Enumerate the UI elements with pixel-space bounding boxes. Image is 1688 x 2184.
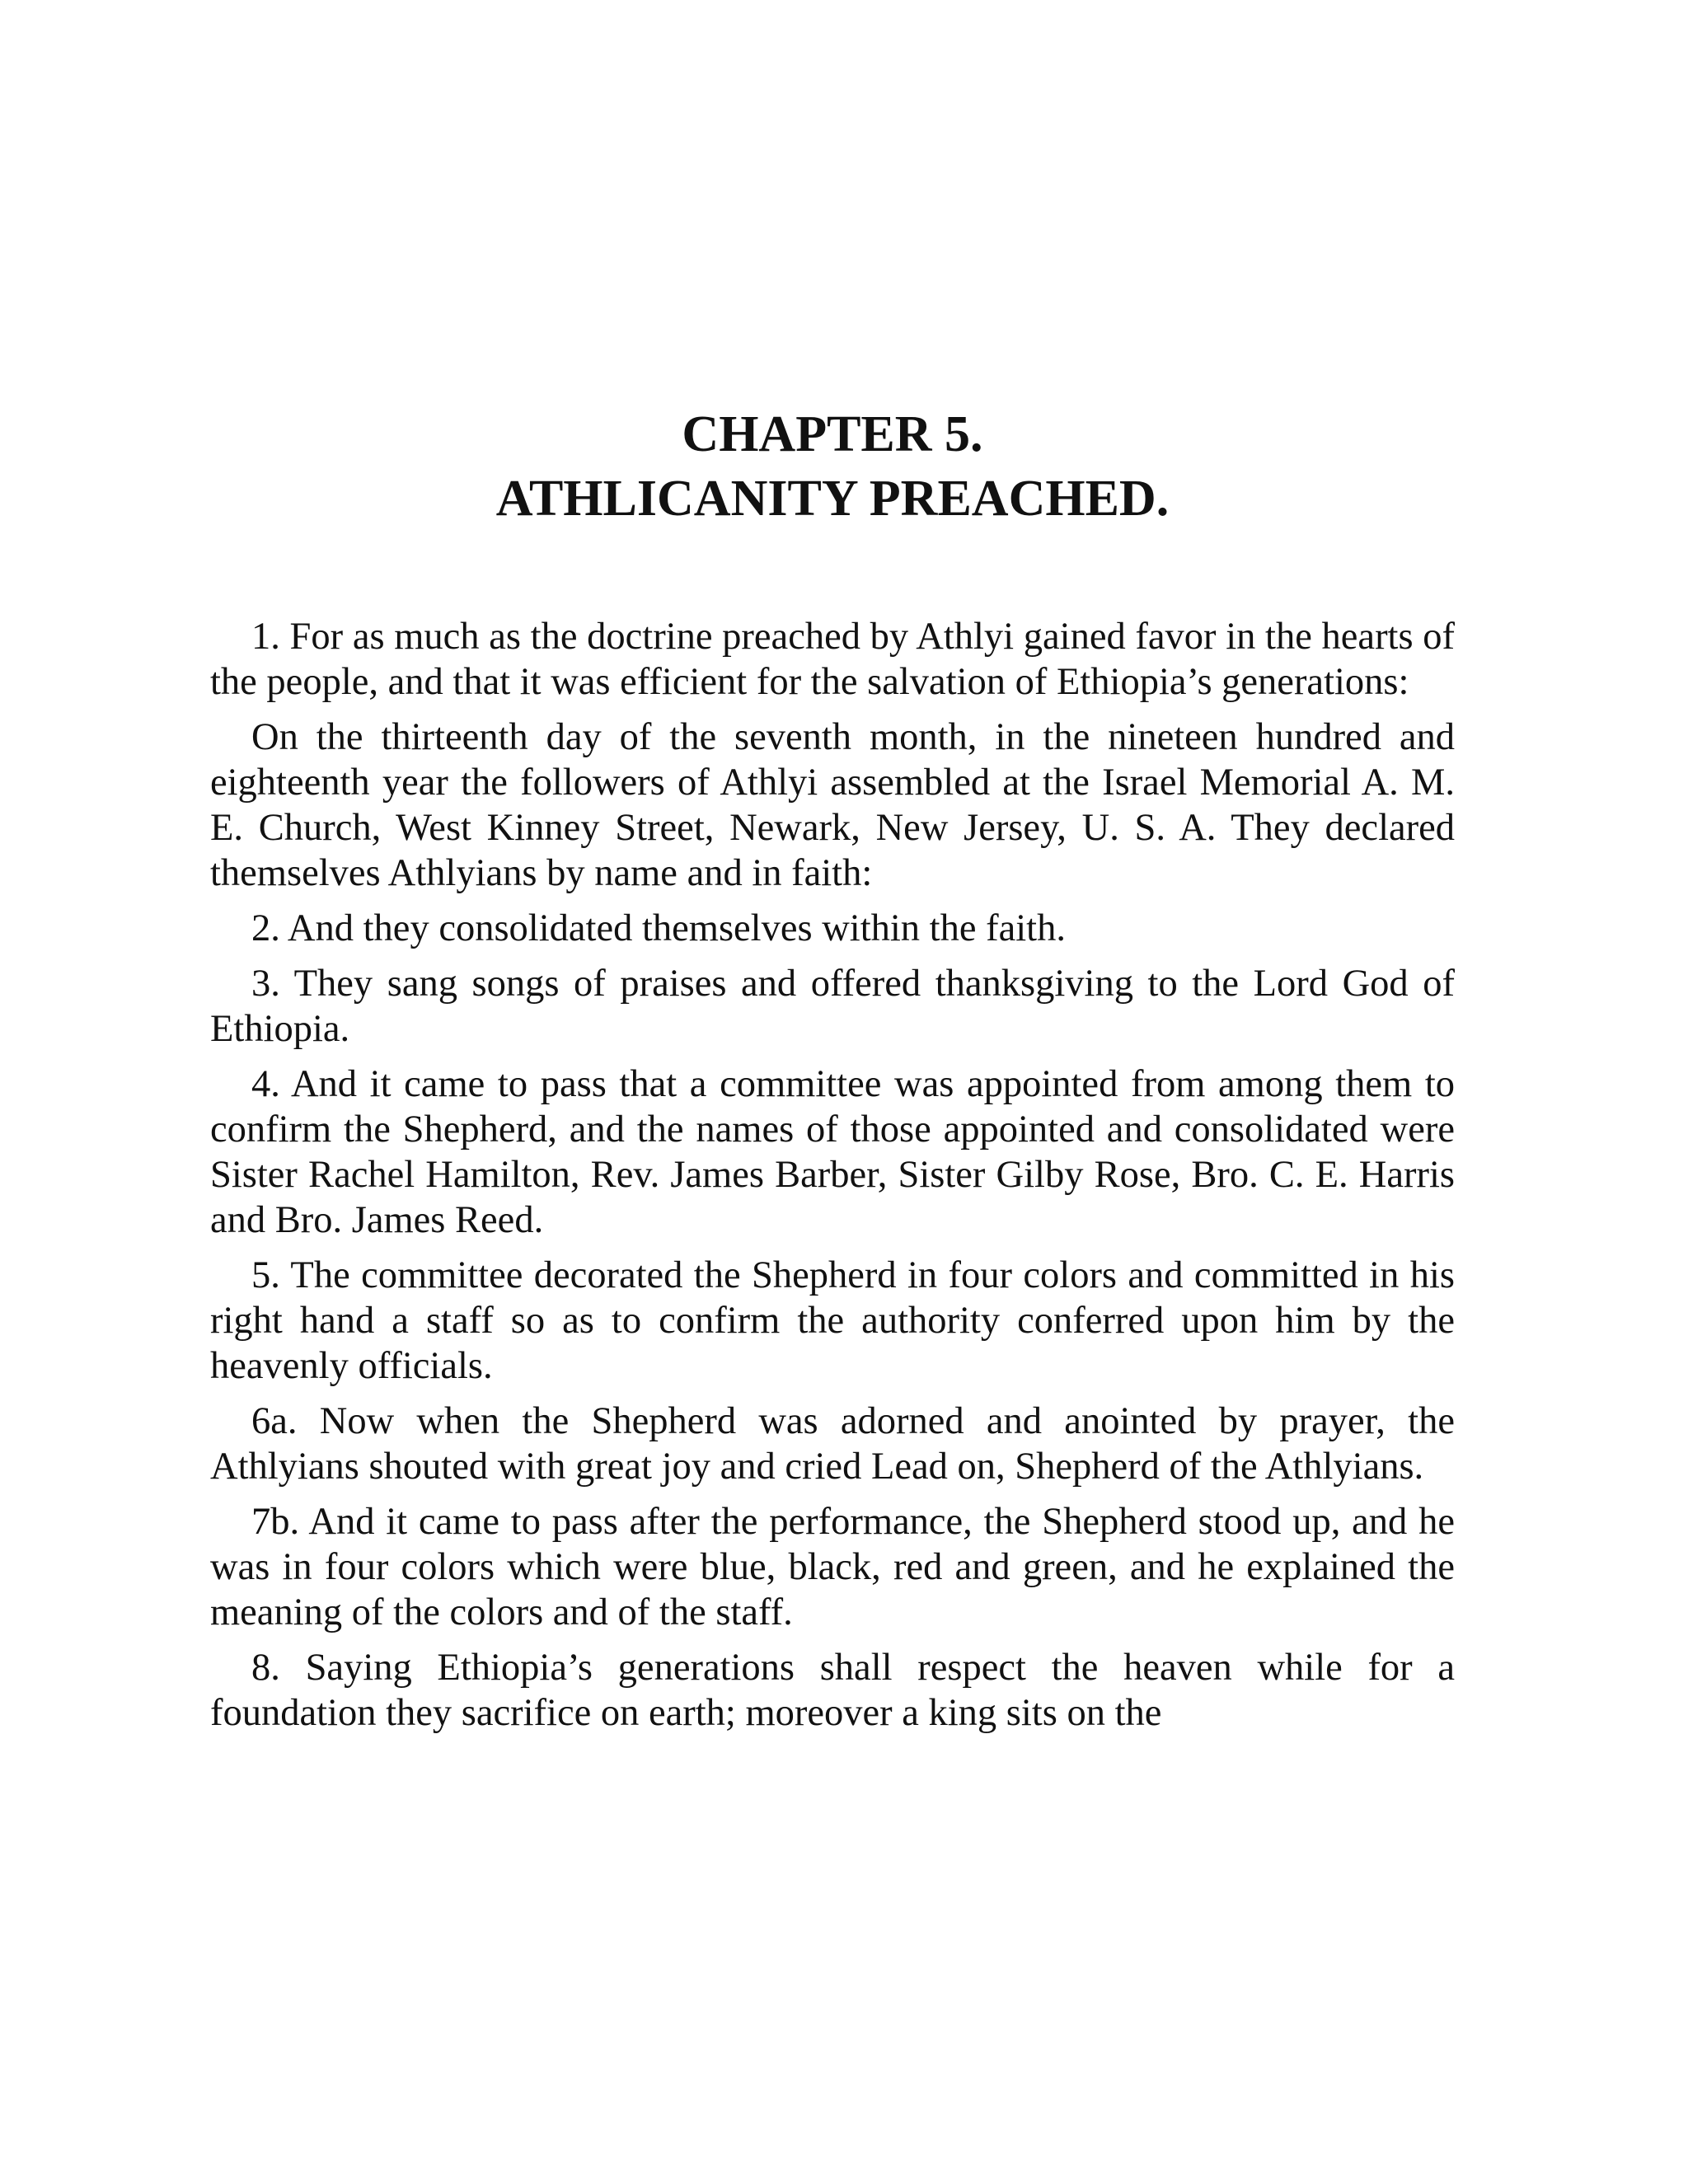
paragraph-verse-7b: 7b. And it came to pass after the performance, the Shepherd stood up, and he was in four colors which were blue, black, red and green, and he explained the meaning of the colors and of the staff. [210,1501,1455,1633]
paragraph-verse-8: 8. Saying Ethiopia’s generations shall respect the heaven while for a foundation they sacrifice on earth; moreover a king sits on the [210,1647,1455,1734]
chapter-heading [210,402,1455,531]
paragraph-verse-6a: 6a. Now when the Shepherd was adorned and anointed by prayer, the Athlyians shouted with great joy and cried Lead on, Shepherd of the Athlyians. [210,1400,1455,1488]
chapter-number: CHAPTER 5. [682,406,983,462]
paragraph-verse-2: 2. And they consolidated themselves within the faith. [251,907,1066,949]
paragraph-verse-3: 3. They sang songs of praises and offered thanksgiving to the Lord God of Ethiopia. [210,963,1455,1050]
chapter-body [210,614,1455,1746]
chapter-title: ATHLICANITY PREACHED. [495,471,1170,527]
paragraph-verse-1: 1. For as much as the doctrine preached by Athlyi gained favor in the hearts of the people, and that it was efficient for the salvation of Ethiopia’s generations: [210,616,1455,703]
paragraph-verse-4: 4. And it came to pass that a committee was appointed from among them to confirm the Shepherd, and the names of those appointed and consolidated were Sister Rachel Hamilton, Rev. James Barber, Sister Gilby Rose, Bro. C. E. Harris and Bro. James Reed. [210,1063,1455,1241]
paragraph-verse-5: 5. The committee decorated the Shepherd in four colors and committed in his right hand a staff so as to confirm the authority conferred upon him by the heavenly officials. [210,1254,1455,1387]
document-page [210,0,1455,2184]
paragraph-assembly: On the thirteenth day of the seventh month, in the nineteen hundred and eighteenth year the followers of Athlyi assembled at the Israel Memorial A. M. E. Church, West Kinney Street, Newark, New Jersey, U. S. A. They declared themselves Athlyians by name and in faith: [210,716,1455,894]
